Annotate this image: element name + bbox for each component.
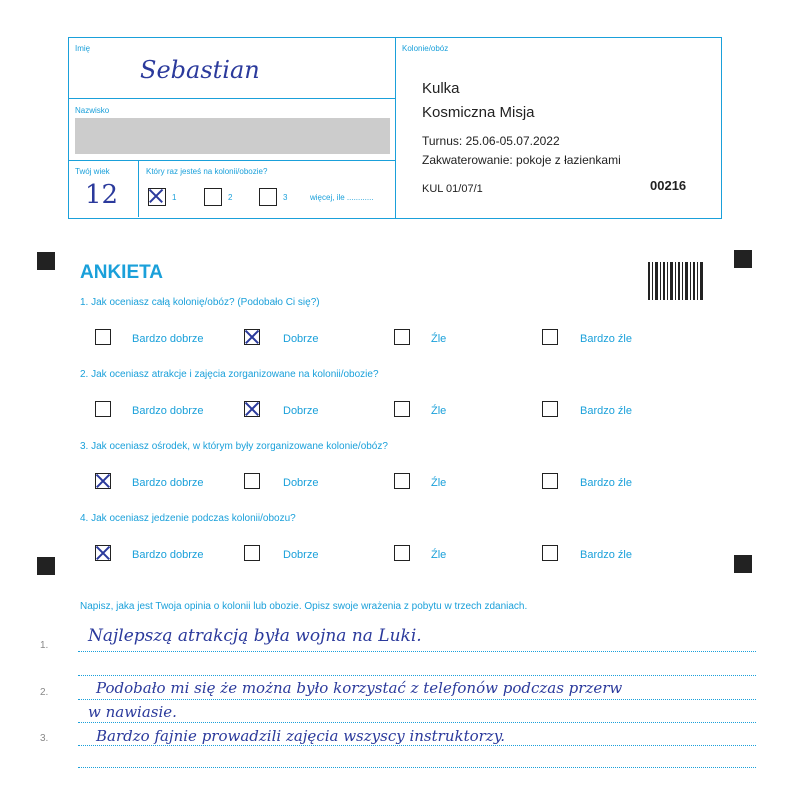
ktory-raz-option-2: 2 [228, 193, 233, 202]
q3-checkbox-bardzo-zle[interactable] [542, 473, 558, 489]
opinion-answer-1[interactable]: Najlepszą atrakcją była wojna na Luki. [88, 626, 422, 646]
wiecej-label: więcej, ile ............ [310, 193, 374, 202]
q3-checkbox-zle[interactable] [394, 473, 410, 489]
opinion-prompt: Napisz, jaka jest Twoja opinia o kolonii lub obozie. Opisz swoje wrażenia z pobytu w trzech zdaniach. [80, 601, 528, 612]
opinion-answer-2-cont[interactable]: w nawiasie. [88, 703, 177, 721]
q3-checkbox-dobrze[interactable] [244, 473, 260, 489]
wiek-label: Twój wiek [75, 167, 110, 176]
q2-option-bardzo-dobrze: Bardzo dobrze [132, 405, 204, 417]
q2-checkbox-zle[interactable] [394, 401, 410, 417]
q2-checkbox-bardzo-dobrze[interactable] [95, 401, 111, 417]
q4-option-bardzo-zle: Bardzo źle [580, 549, 632, 561]
q1-option-bardzo-dobrze: Bardzo dobrze [132, 333, 204, 345]
q1-checkbox-zle[interactable] [394, 329, 410, 345]
header-divider [395, 37, 396, 218]
corner-marker-bottom-left [37, 557, 55, 575]
q3-option-dobrze: Dobrze [283, 477, 319, 489]
q3-checkbox-bardzo-dobrze[interactable] [95, 473, 111, 489]
q4-option-dobrze: Dobrze [283, 549, 319, 561]
kolonia-name: Kulka [422, 80, 460, 97]
question-4: 4. Jak oceniasz jedzenie podczas kolonii/obozu? [80, 513, 296, 524]
opinion-number-1: 1. [40, 640, 49, 651]
opinion-line [78, 699, 756, 700]
survey-title: ANKIETA [80, 262, 164, 283]
q1-option-zle: Źle [431, 333, 447, 345]
q4-checkbox-zle[interactable] [394, 545, 410, 561]
q4-option-zle: Źle [431, 549, 447, 561]
q1-option-dobrze: Dobrze [283, 333, 319, 345]
corner-marker-bottom-right [734, 555, 752, 573]
q3-option-bardzo-zle: Bardzo źle [580, 477, 632, 489]
ktory-raz-option-3: 3 [283, 193, 288, 202]
q1-checkbox-bardzo-dobrze[interactable] [95, 329, 111, 345]
q1-checkbox-bardzo-zle[interactable] [542, 329, 558, 345]
opinion-line [78, 722, 756, 723]
opinion-answer-2[interactable]: Podobało mi się że można było korzystać z telefonów podczas przerw [96, 679, 623, 697]
numer-text: 00216 [650, 178, 687, 193]
q3-option-zle: Źle [431, 477, 447, 489]
kolonia-program: Kosmiczna Misja [422, 104, 535, 121]
q4-checkbox-dobrze[interactable] [244, 545, 260, 561]
ktory-raz-checkbox-1[interactable] [148, 188, 166, 206]
q2-option-dobrze: Dobrze [283, 405, 319, 417]
kod-text: KUL 01/07/1 [422, 183, 483, 195]
zakwaterowanie-text: Zakwaterowanie: pokoje z łazienkami [422, 153, 621, 167]
wiek-value: 12 [85, 180, 119, 210]
question-2: 2. Jak oceniasz atrakcje i zajęcia zorganizowane na kolonii/obozie? [80, 369, 379, 380]
header-row-line-1 [68, 98, 395, 99]
q2-checkbox-dobrze[interactable] [244, 401, 260, 417]
opinion-line [78, 745, 756, 746]
age-divider [138, 160, 139, 217]
q4-option-bardzo-dobrze: Bardzo dobrze [132, 549, 204, 561]
nazwisko-redacted [75, 118, 390, 154]
q2-option-bardzo-zle: Bardzo źle [580, 405, 632, 417]
q4-checkbox-bardzo-dobrze[interactable] [95, 545, 111, 561]
opinion-answer-3[interactable]: Bardzo fajnie prowadzili zajęcia wszyscy instruktorzy. [96, 727, 505, 745]
corner-marker-top-right [734, 250, 752, 268]
turnus-text: Turnus: 25.06-05.07.2022 [422, 134, 560, 148]
q3-option-bardzo-dobrze: Bardzo dobrze [132, 477, 204, 489]
ktory-raz-option-1: 1 [172, 193, 177, 202]
corner-marker-top-left [37, 252, 55, 270]
q1-checkbox-dobrze[interactable] [244, 329, 260, 345]
opinion-line [78, 651, 756, 652]
q2-option-zle: Źle [431, 405, 447, 417]
kolonia-label: Kolonie/obóz [402, 44, 449, 53]
opinion-number-2: 2. [40, 687, 49, 698]
imie-label: Imię [75, 44, 91, 53]
barcode-icon [648, 262, 704, 300]
imie-value: Sebastian [140, 56, 260, 84]
opinion-line [78, 767, 756, 768]
q1-option-bardzo-zle: Bardzo źle [580, 333, 632, 345]
ktory-raz-checkbox-2[interactable] [204, 188, 222, 206]
question-1: 1. Jak oceniasz całą kolonię/obóz? (Podobało Ci się?) [80, 297, 320, 308]
opinion-number-3: 3. [40, 733, 49, 744]
nazwisko-label: Nazwisko [75, 106, 110, 115]
question-3: 3. Jak oceniasz ośrodek, w którym były zorganizowane kolonie/obóz? [80, 441, 388, 452]
q2-checkbox-bardzo-zle[interactable] [542, 401, 558, 417]
ktory-raz-checkbox-3[interactable] [259, 188, 277, 206]
header-row-line-2 [68, 160, 395, 161]
opinion-line [78, 675, 756, 676]
q4-checkbox-bardzo-zle[interactable] [542, 545, 558, 561]
ktory-raz-label: Który raz jesteś na kolonii/obozie? [146, 167, 268, 176]
